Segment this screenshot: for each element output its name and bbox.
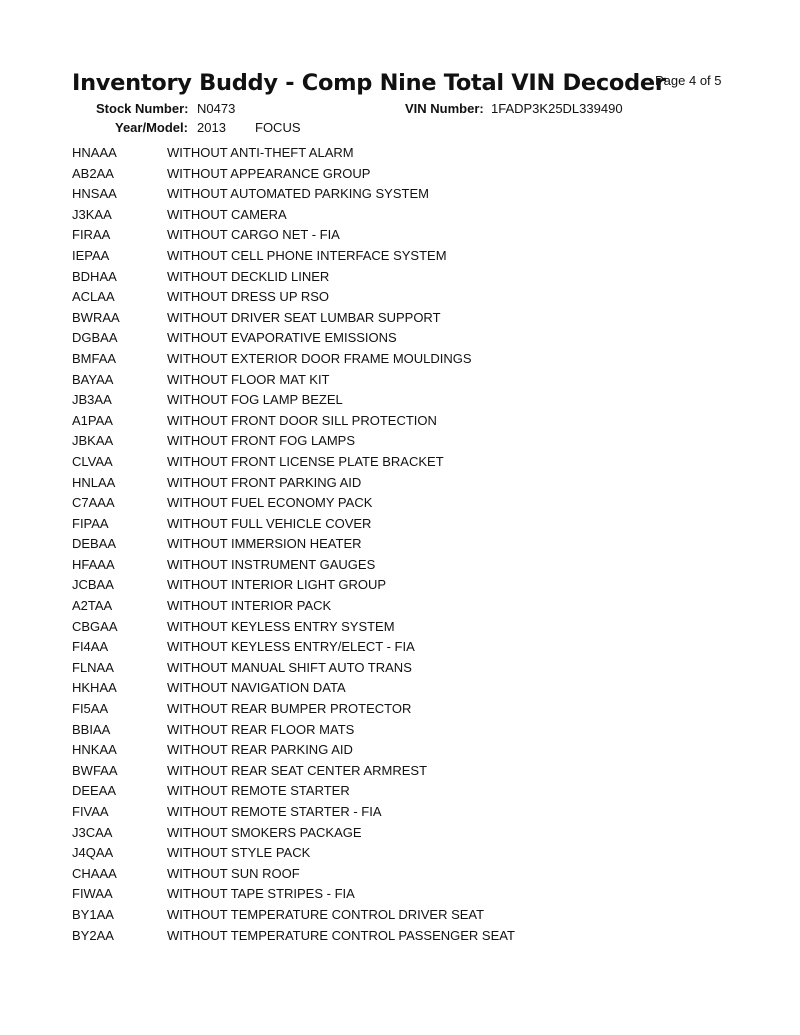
option-code: BWFAA xyxy=(72,762,118,778)
vin-number-value: 1FADP3K25DL339490 xyxy=(491,101,623,116)
year-value: 2013 xyxy=(197,120,226,135)
option-code: J3CAA xyxy=(72,824,113,840)
option-description: WITHOUT FUEL ECONOMY PACK xyxy=(167,495,373,511)
option-code: FIPAA xyxy=(72,515,109,531)
option-code: HNAAA xyxy=(72,145,117,160)
option-description: WITHOUT TAPE STRIPES - FIA xyxy=(167,886,355,902)
option-description: WITHOUT EXTERIOR DOOR FRAME MOULDINGS xyxy=(167,350,472,366)
option-description: WITHOUT AUTOMATED PARKING SYSTEM xyxy=(167,186,429,202)
option-row xyxy=(72,884,515,905)
option-row xyxy=(72,390,515,411)
option-row xyxy=(72,926,515,947)
option-code: J3KAA xyxy=(72,206,112,222)
option-description: WITHOUT REAR SEAT CENTER ARMREST xyxy=(167,762,428,778)
option-row xyxy=(72,802,515,823)
option-description: WITHOUT REAR PARKING AID xyxy=(167,742,353,758)
option-description: WITHOUT FRONT LICENSE PLATE BRACKET xyxy=(167,453,444,469)
option-description: WITHOUT REAR FLOOR MATS xyxy=(167,721,355,737)
report-title: Inventory Buddy - Comp Nine Total VIN Decoder xyxy=(72,70,666,96)
option-code: HNLAA xyxy=(72,474,116,490)
option-row xyxy=(72,617,515,638)
option-code: HKHAA xyxy=(72,680,117,696)
option-description: WITHOUT STYLE PACK xyxy=(167,845,311,861)
model-value: FOCUS xyxy=(255,120,301,135)
option-description: WITHOUT APPEARANCE GROUP xyxy=(167,165,371,181)
option-code: BAYAA xyxy=(72,371,114,387)
option-row xyxy=(72,720,515,741)
option-row xyxy=(72,411,515,432)
option-code: FLNAA xyxy=(72,659,114,675)
option-code: A1PAA xyxy=(72,412,113,428)
option-code: CHAAA xyxy=(72,865,117,881)
option-row xyxy=(72,164,515,185)
stock-number-value: N0473 xyxy=(197,101,236,116)
option-code: CLVAA xyxy=(72,453,113,469)
option-row xyxy=(72,287,515,308)
option-row xyxy=(72,514,515,535)
option-row xyxy=(72,555,515,576)
option-code: FIRAA xyxy=(72,227,111,243)
option-description: WITHOUT INTERIOR PACK xyxy=(167,598,332,614)
option-description: WITHOUT TEMPERATURE CONTROL PASSENGER SEAT xyxy=(167,927,515,943)
option-code: CBGAA xyxy=(72,618,118,634)
option-row xyxy=(72,823,515,844)
option-description: WITHOUT SMOKERS PACKAGE xyxy=(167,824,362,840)
option-description: WITHOUT FOG LAMP BEZEL xyxy=(167,392,343,408)
option-row xyxy=(72,493,515,514)
option-row xyxy=(72,246,515,267)
option-row xyxy=(72,205,515,226)
option-row xyxy=(72,575,515,596)
option-code: AB2AA xyxy=(72,165,114,181)
option-code: DEBAA xyxy=(72,536,117,552)
vin-number-label: VIN Number: xyxy=(405,101,484,116)
option-code: BBIAA xyxy=(72,721,111,737)
option-row xyxy=(72,225,515,246)
option-description: WITHOUT KEYLESS ENTRY/ELECT - FIA xyxy=(167,639,415,655)
option-description: WITHOUT FULL VEHICLE COVER xyxy=(167,515,372,531)
option-code: DGBAA xyxy=(72,330,118,346)
option-code: FI5AA xyxy=(72,701,109,717)
option-code: BY1AA xyxy=(72,906,114,922)
option-code: A2TAA xyxy=(72,598,113,614)
year-model-label: Year/Model: xyxy=(115,120,188,135)
option-row xyxy=(72,658,515,679)
option-code: FIWAA xyxy=(72,886,113,902)
option-description: WITHOUT KEYLESS ENTRY SYSTEM xyxy=(167,618,395,634)
option-code: HNSAA xyxy=(72,186,117,202)
option-description: WITHOUT DRESS UP RSO xyxy=(167,289,330,305)
option-code: HNKAA xyxy=(72,742,117,758)
option-code: ACLAA xyxy=(72,289,115,305)
stock-number-label: Stock Number: xyxy=(96,101,189,116)
option-row xyxy=(72,699,515,720)
option-description: WITHOUT REMOTE STARTER - FIA xyxy=(167,804,382,819)
option-row xyxy=(72,596,515,617)
option-code: IEPAA xyxy=(72,247,110,263)
option-code: BY2AA xyxy=(72,927,114,943)
option-row xyxy=(72,452,515,473)
option-description: WITHOUT DECKLID LINER xyxy=(167,268,330,284)
option-description: WITHOUT REMOTE STARTER xyxy=(167,783,350,799)
option-row xyxy=(72,267,515,288)
option-row xyxy=(72,637,515,658)
page-indicator: Page 4 of 5 xyxy=(655,73,722,88)
option-description: WITHOUT FRONT PARKING AID xyxy=(167,474,362,490)
option-row xyxy=(72,781,515,802)
option-row xyxy=(72,843,515,864)
option-description: WITHOUT CARGO NET - FIA xyxy=(167,227,340,243)
option-row xyxy=(72,473,515,494)
option-row xyxy=(72,184,515,205)
option-description: WITHOUT IMMERSION HEATER xyxy=(167,536,362,552)
option-row xyxy=(72,308,515,329)
option-code: BWRAA xyxy=(72,309,120,325)
option-description: WITHOUT FRONT FOG LAMPS xyxy=(167,433,356,449)
option-description: WITHOUT MANUAL SHIFT AUTO TRANS xyxy=(167,659,412,675)
option-description: WITHOUT NAVIGATION DATA xyxy=(167,680,346,696)
option-row xyxy=(72,328,515,349)
option-code: JBKAA xyxy=(72,433,114,449)
option-code-list xyxy=(72,143,515,946)
option-description: WITHOUT FLOOR MAT KIT xyxy=(167,371,330,387)
option-description: WITHOUT REAR BUMPER PROTECTOR xyxy=(167,701,412,717)
option-code: FIVAA xyxy=(72,804,109,819)
option-code: C7AAA xyxy=(72,495,115,511)
option-description: WITHOUT TEMPERATURE CONTROL DRIVER SEAT xyxy=(167,906,485,922)
option-code: DEEAA xyxy=(72,783,117,799)
option-row xyxy=(72,905,515,926)
option-code: JB3AA xyxy=(72,392,112,408)
option-description: WITHOUT INTERIOR LIGHT GROUP xyxy=(167,577,387,593)
option-code: JCBAA xyxy=(72,577,114,593)
option-row xyxy=(72,370,515,391)
option-code: J4QAA xyxy=(72,845,114,861)
option-row xyxy=(72,740,515,761)
option-row xyxy=(72,431,515,452)
option-code: FI4AA xyxy=(72,639,109,655)
option-row xyxy=(72,761,515,782)
option-row xyxy=(72,143,515,164)
option-row xyxy=(72,864,515,885)
option-description: WITHOUT FRONT DOOR SILL PROTECTION xyxy=(167,412,437,428)
option-description: WITHOUT CELL PHONE INTERFACE SYSTEM xyxy=(167,247,447,263)
option-code: BDHAA xyxy=(72,268,117,284)
option-description: WITHOUT INSTRUMENT GAUGES xyxy=(167,556,376,572)
option-description: WITHOUT DRIVER SEAT LUMBAR SUPPORT xyxy=(167,309,441,325)
option-code: BMFAA xyxy=(72,350,117,366)
option-row xyxy=(72,534,515,555)
option-description: WITHOUT SUN ROOF xyxy=(167,865,300,881)
option-description: WITHOUT ANTI-THEFT ALARM xyxy=(167,145,354,160)
option-description: WITHOUT EVAPORATIVE EMISSIONS xyxy=(167,330,397,346)
option-code: HFAAA xyxy=(72,556,115,572)
option-description: WITHOUT CAMERA xyxy=(167,206,287,222)
option-row xyxy=(72,678,515,699)
option-row xyxy=(72,349,515,370)
